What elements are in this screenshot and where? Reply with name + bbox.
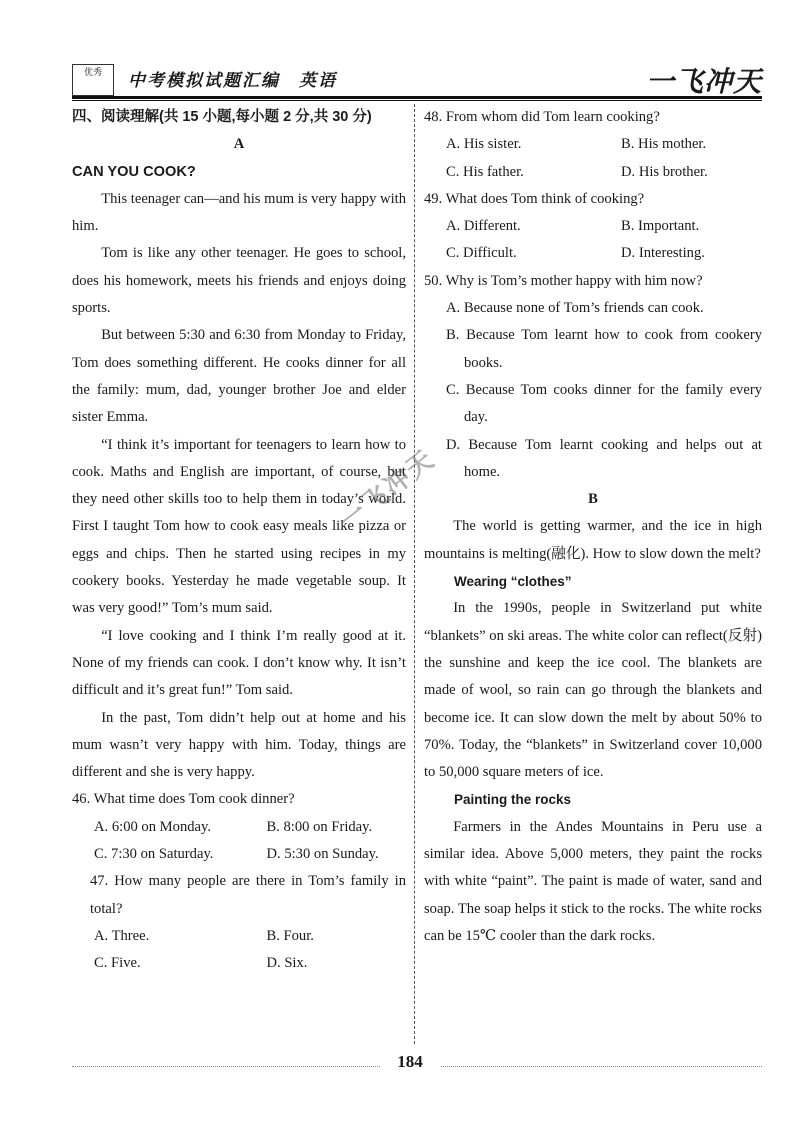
option-d: D. Because Tom learnt cooking and helps out at home. xyxy=(446,436,762,480)
question-49-options-row2 xyxy=(424,240,762,267)
left-column xyxy=(72,104,406,978)
page-header xyxy=(72,60,762,96)
option-d: D. 5:30 on Sunday. xyxy=(266,846,379,863)
option-c: C. 7:30 on Saturday. xyxy=(94,846,214,863)
question-47-options-row1 xyxy=(72,923,406,950)
publisher-logo xyxy=(72,64,114,96)
logo-text: 优秀 xyxy=(83,67,102,77)
passage-paragraph: “I think it’s important for teenagers to learn how to cook. Maths and English are important, of course, but they need other skills too to help them in today’s world. First I taught Tom how to cook easy meals like pizza or eggs and chips. Then he started using recipes in my cookery books. Yesterday he made vegetable soup. It was very good!” Tom’s mum said. xyxy=(72,436,406,617)
option-c: C. Five. xyxy=(94,955,141,972)
option-b: B. Important. xyxy=(621,218,700,235)
part-a-title: CAN YOU COOK? xyxy=(72,163,196,180)
passage-paragraph: This teenager can—and his mum is very happy with him. xyxy=(72,190,406,235)
question-49-options-row1 xyxy=(424,213,762,240)
option-b: B. 8:00 on Friday. xyxy=(266,818,373,835)
brand-mark: 一飞冲天 xyxy=(645,67,762,98)
option-a: A. His sister. xyxy=(446,136,522,153)
book-title: 中考模拟试题汇编 英语 xyxy=(128,71,337,90)
section-heading: 四、阅读理解(共 15 小题,每小题 2 分,共 30 分) xyxy=(72,109,372,125)
option-c: C. His father. xyxy=(446,163,524,180)
passage-paragraph: Tom is like any other teenager. He goes to school, does his homework, meets his friends and enjoys doing sports. xyxy=(72,245,406,317)
question-48-options-row1 xyxy=(424,131,762,158)
part-b-paragraph: Farmers in the Andes Mountains in Peru use a similar idea. Above 5,000 meters, they paint the rocks with white “paint”. The paint is made of water, sand and soap. The soap helps it stick to the rocks. The white rocks can be 15℃ cooler than the dark rocks. xyxy=(424,818,762,944)
part-b-paragraph: In the 1990s, people in Switzerland put white “blankets” on ski areas. The white color can reflect(反射) the sunshine and keep the ice cool. The blankets are made of wool, so rain can go through the blankets and become ice. It can slow down the melt by about 50% to 70%. Today, the “blankets” in Switzerland cover 10,000 to 50,000 square meters of ice. xyxy=(424,600,762,781)
question-49-stem: 49. What does Tom think of cooking? xyxy=(424,190,645,207)
header-rule-thin xyxy=(72,100,762,101)
header-rule xyxy=(72,96,762,99)
passage-paragraph: But between 5:30 and 6:30 from Monday to Friday, Tom does something different. He cooks dinner for all the family: mum, dad, younger brother Joe and elder sister Emma. xyxy=(72,327,406,426)
option-d: D. Interesting. xyxy=(621,245,705,262)
option-c: C. Because Tom cooks dinner for the family every day. xyxy=(446,381,762,426)
option-c: C. Difficult. xyxy=(446,245,517,262)
right-column xyxy=(424,104,762,950)
question-46-options-row1 xyxy=(72,814,406,841)
question-46-options-row2 xyxy=(72,841,406,868)
option-a: A. 6:00 on Monday. xyxy=(94,818,212,835)
option-b: B. His mother. xyxy=(621,136,707,153)
part-b-intro: The world is getting warmer, and the ice in high mountains is melting(融化). How to slow down the melt? xyxy=(424,518,762,562)
part-b-label: B xyxy=(588,491,598,508)
option-a: A. Different. xyxy=(446,218,521,235)
option-a: A. Three. xyxy=(94,927,150,944)
part-b-subheading-clothes: Wearing “clothes” xyxy=(454,574,572,590)
page-number: 184 xyxy=(380,1052,440,1072)
watermark-stamp: 一飞冲天 xyxy=(333,443,441,536)
passage-paragraph: “I love cooking and I think I’m really good at it. None of my friends can cook. I don’t know why. It isn’t difficult and it’s great fun!” Tom said. xyxy=(72,627,406,699)
part-a-label: A xyxy=(233,136,245,153)
question-48-options-row2 xyxy=(424,159,762,186)
column-divider xyxy=(414,104,415,1044)
question-48-stem: 48. From whom did Tom learn cooking? xyxy=(424,109,660,125)
option-d: D. His brother. xyxy=(621,163,708,180)
question-47-options-row2 xyxy=(72,950,406,977)
option-d: D. Six. xyxy=(266,955,308,972)
option-a: A. Because none of Tom’s friends can cook. xyxy=(446,300,704,317)
question-47-stem: 47. How many people are there in Tom’s family in total? xyxy=(90,873,406,917)
passage-paragraph: In the past, Tom didn’t help out at home and his mum wasn’t very happy with him. Today, things are different and she is very happy. xyxy=(72,709,406,781)
question-50-stem: 50. Why is Tom’s mother happy with him now? xyxy=(424,272,703,289)
option-b: B. Four. xyxy=(266,927,314,944)
part-b-subheading-rocks: Painting the rocks xyxy=(454,792,572,808)
option-b: B. Because Tom learnt how to cook from cookery books. xyxy=(446,327,762,371)
question-46-stem: 46. What time does Tom cook dinner? xyxy=(72,791,295,808)
